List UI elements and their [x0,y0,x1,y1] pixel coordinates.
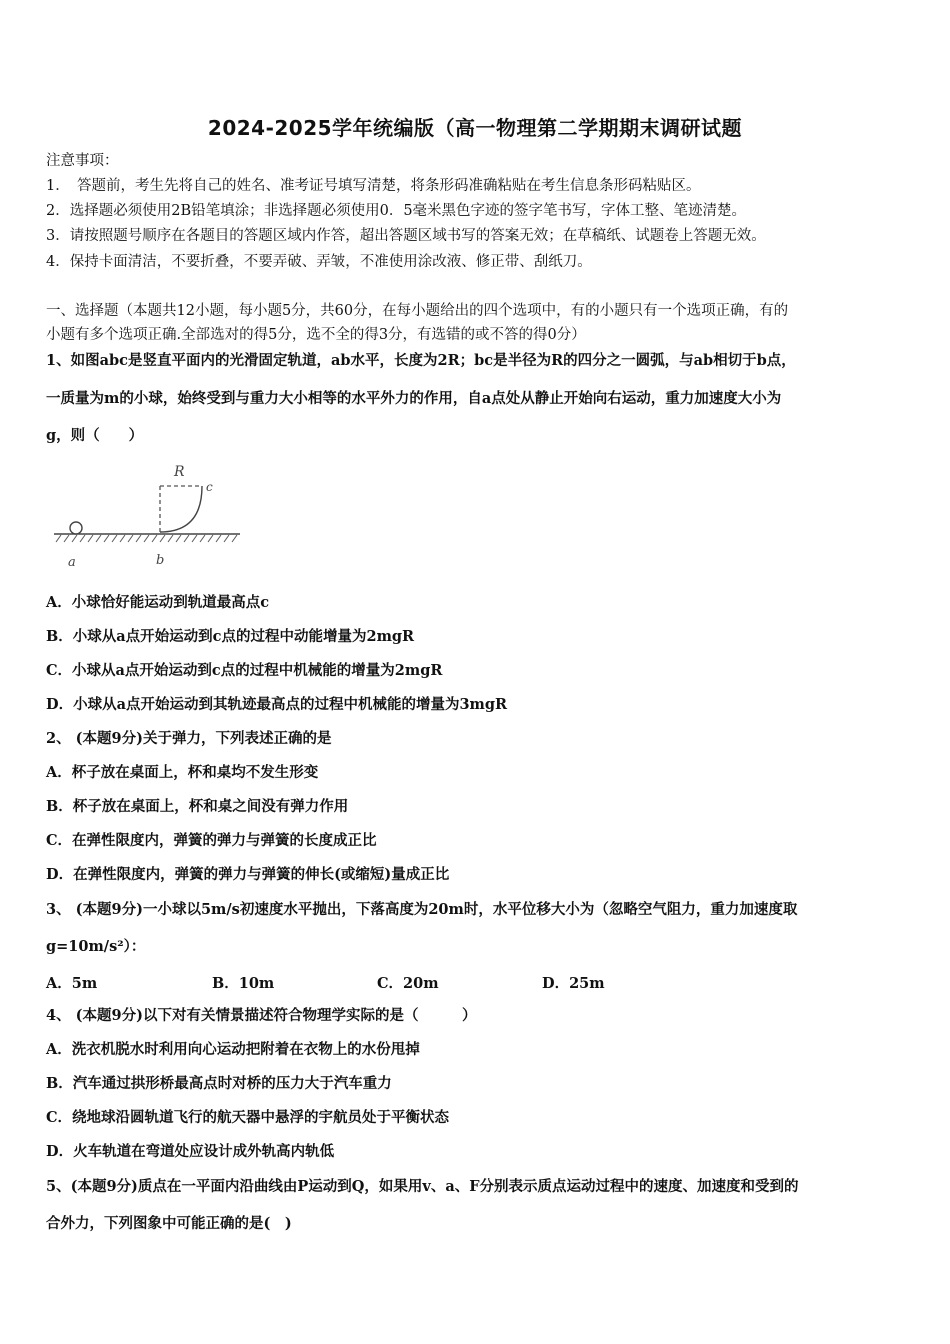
notice-item-2: 2．选择题必须使用2B铅笔填涂；非选择题必须使用0．5毫米黑色字迹的签字笔书写，字体工整、笔迹清楚。 [46,203,747,219]
q3-option-a: A．5m [46,975,98,992]
q3-option-d: D．25m [542,975,605,992]
q1-option-d: D．小球从a点开始运动到其轨迹最高点的过程中机械能的增量为3mgR [46,696,508,713]
q2-option-c: C．在弹性限度内，弹簧的弹力与弹簧的长度成正比 [46,832,377,849]
q4-option-c: C．绕地球沿圆轨道飞行的航天器中悬浮的宇航员处于平衡状态 [46,1109,450,1126]
ground-hatching [56,535,237,542]
q3-stem-line-2: g=10m/s²）： [46,938,146,955]
q4-option-a: A．洗衣机脱水时利用向心运动把附着在衣物上的水份甩掉 [46,1041,420,1058]
page-title: 2024-2025学年统编版（高一物理第二学期期末调研试题 [207,116,743,140]
track-arc-bc [160,486,202,532]
q4-option-d: D．火车轨道在弯道处应设计成外轨高内轨低 [46,1143,335,1160]
notice-heading: 注意事项： [46,153,119,169]
q3-option-b: B．10m [212,975,275,992]
label-b: b [156,553,165,568]
label-R: R [174,464,185,480]
q1-stem-line-1: 1、如图abc是竖直平面内的光滑固定轨道，ab水平，长度为2R；bc是半径为R的四分之一圆弧，与ab相切于b点， [46,352,796,369]
ball [70,522,82,534]
q2-option-a: A．杯子放在桌面上，杯和桌均不发生形变 [46,764,319,781]
notice-item-4: 4．保持卡面清洁，不要折叠，不要弄破、弄皱，不准使用涂改液、修正带、刮纸刀。 [46,254,592,270]
q3-option-c: C．20m [377,975,439,992]
q1-option-b: B．小球从a点开始运动到c点的过程中动能增量为2mgR [46,628,415,645]
q5-stem-line-2: 合外力，下列图象中可能正确的是( ) [46,1215,292,1232]
q4-stem: 4、 (本题9分)以下对有关情景描述符合物理学实际的是（ ） [46,1007,477,1024]
q1-option-c: C．小球从a点开始运动到c点的过程中机械能的增量为2mgR [46,662,443,679]
q5-stem-line-1: 5、(本题9分)质点在一平面内沿曲线由P运动到Q，如果用v、a、F分别表示质点运动过程中的速度、加速度和受到的 [46,1178,799,1195]
section-instructions-line-1: 一、选择题（本题共12小题，每小题5分，共60分，在每小题给出的四个选项中，有的小题只有一个选项正确，有的 [46,303,789,319]
q2-option-b: B．杯子放在桌面上，杯和桌之间没有弹力作用 [46,798,349,815]
notice-item-3: 3．请按照题号顺序在各题目的答题区域内作答，超出答题区域书写的答案无效；在草稿纸、试题卷上答题无效。 [46,228,766,244]
label-a: a [68,555,76,570]
q1-stem-line-2: 一质量为m的小球，始终受到与重力大小相等的水平外力的作用，自a点处从静止开始向右运动，重力加速度大小为 [46,390,782,407]
q4-option-b: B．汽车通过拱形桥最高点时对桥的压力大于汽车重力 [46,1075,392,1092]
q3-stem-line-1: 3、 (本题9分)一小球以5m/s初速度水平抛出，下落高度为20m时，水平位移大小为（忽略空气阻力，重力加速度取 [46,901,798,918]
q1-option-a: A．小球恰好能运动到轨道最高点c [46,594,270,611]
q2-option-d: D．在弹性限度内，弹簧的弹力与弹簧的伸长(或缩短)量成正比 [46,866,450,883]
q1-track-figure [52,458,242,578]
section-instructions-line-2: 小题有多个选项正确.全部选对的得5分，选不全的得3分，有选错的或不答的得0分） [46,327,586,343]
q1-stem-line-3: g，则（ ） [46,427,144,444]
q2-stem: 2、 (本题9分)关于弹力，下列表述正确的是 [46,730,332,747]
notice-item-1: 1． 答题前，考生先将自己的姓名、准考证号填写清楚，将条形码准确粘贴在考生信息条形码粘贴区。 [46,178,701,194]
label-c: c [206,480,213,494]
